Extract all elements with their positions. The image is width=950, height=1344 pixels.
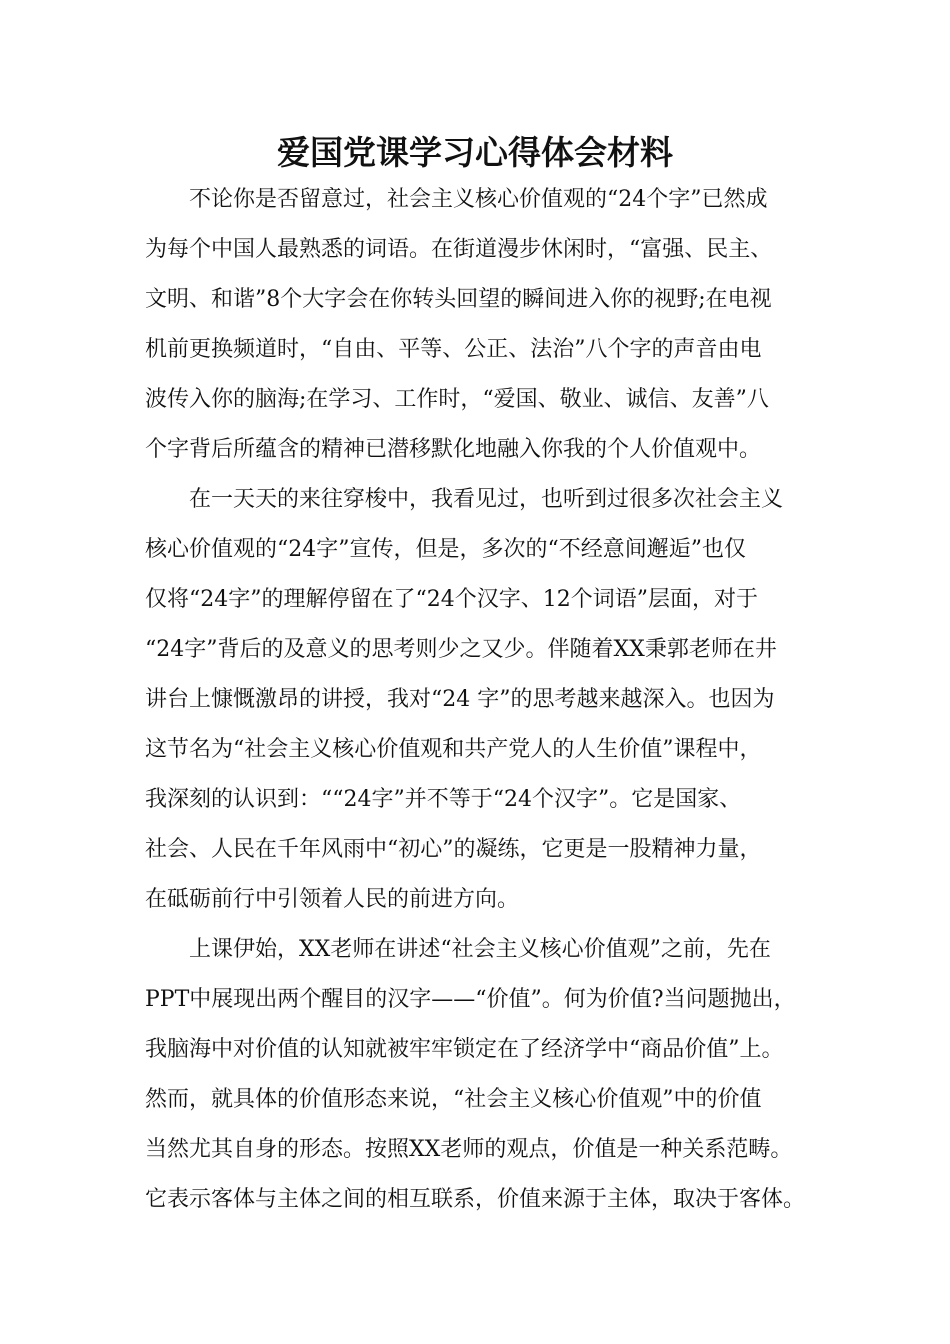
paragraph-line: 文明、和谐”8个大字会在你转头回望的瞬间进入你的视野;在电视 [145,287,772,312]
paragraph-line: “24字”背后的及意义的思考则少之又少。伴随着XX秉郭老师在井 [145,637,777,662]
paragraph-line: 个字背后所蕴含的精神已潜移默化地融入你我的个人价值观中。 [145,437,762,462]
paragraph-line: 在砥砺前行中引领着人民的前进方向。 [145,887,520,912]
paragraph-line: 在一天天的来往穿梭中，我看见过，也听到过很多次社会主义 [189,487,784,512]
paragraph-line: 我脑海中对价值的认知就被牢牢锁定在了经济学中“商品价值”上。 [145,1037,784,1062]
paragraph-line: 讲台上慷慨激昂的讲授，我对“24 字”的思考越来越深入。也因为 [145,687,775,712]
paragraph-line: 仅将“24字”的理解停留在了“24个汉字、12个词语”层面，对于 [145,587,758,612]
paragraph-line: 它表示客体与主体之间的相互联系，价值来源于主体，取决于客体。 [145,1187,806,1212]
paragraph-line: 核心价值观的“24字”宣传，但是，多次的“不经意间邂逅”也仅 [145,537,746,562]
paragraph-line: 然而，就具体的价值形态来说，“社会主义核心价值观”中的价值 [145,1087,762,1112]
paragraph-line: PPT中展现出两个醒目的汉字——“价值”。何为价值?当问题抛出， [145,987,796,1012]
paragraph-line: 机前更换频道时，“自由、平等、公正、法治”八个字的声音由电 [145,337,762,362]
paragraph-line: 我深刻的认识到：““24字”并不等于“24个汉字”。它是国家、 [145,787,742,812]
paragraph-line: 当然尤其自身的形态。按照XX老师的观点，价值是一种关系范畴。 [145,1137,793,1162]
paragraph-line: 为每个中国人最熟悉的词语。在街道漫步休闲时，“富强、民主、 [145,237,773,262]
document-title: 爱国党课学习心得体会材料 [277,133,673,172]
paragraph-line: 不论你是否留意过，社会主义核心价值观的“24个字”已然成 [189,187,768,212]
paragraph-line: 波传入你的脑海;在学习、工作时，“爱国、敬业、诚信、友善”八 [145,387,769,412]
paragraph-line: 社会、人民在千年风雨中“初心”的凝练，它更是一股精神力量， [145,837,762,862]
paragraph-line: 这节名为“社会主义核心价值观和共产党人的人生价值”课程中， [145,737,762,762]
paragraph-line: 上课伊始，XX老师在讲述“社会主义核心价值观”之前，先在 [189,937,771,962]
